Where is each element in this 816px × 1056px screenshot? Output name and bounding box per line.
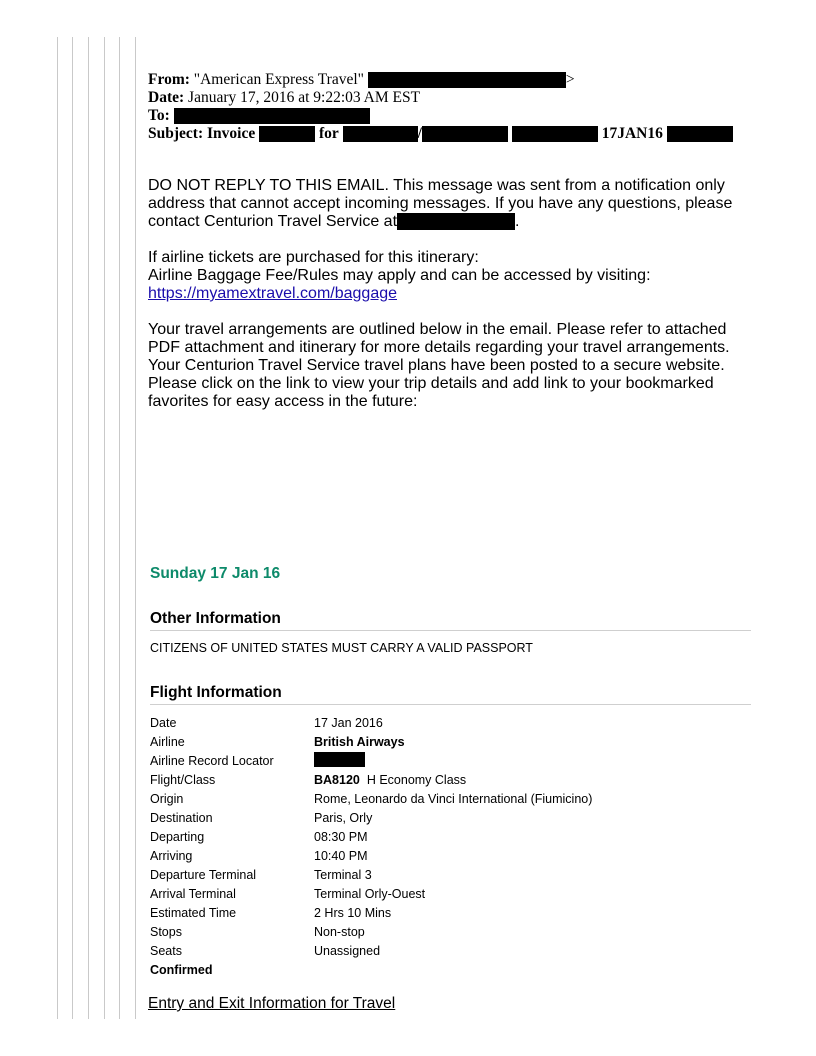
quote-bar	[72, 37, 73, 1019]
notice-end: .	[515, 213, 520, 230]
from-value: "American Express Travel"	[193, 71, 364, 88]
from-row	[148, 71, 733, 89]
flight-row-departing	[150, 828, 592, 847]
arrangements-text: Your travel arrangements are outlined below in the email. Please refer to attached PDF attachment and itinerary for more details regarding your travel arrangements. Your Centurion Travel Service travel plans have been posted to a secure website. Please click on the link to view your trip details and add link to your bookmarked favorites for easy access in the future:	[148, 321, 730, 410]
field-value: Rome, Leonardo da Vinci International (Fiumicino)	[314, 792, 593, 806]
subject-label: Subject: Invoice	[148, 125, 256, 142]
other-info-title: Other Information	[150, 610, 281, 627]
quote-bar	[57, 37, 58, 1019]
section-divider	[150, 704, 751, 705]
baggage-paragraph	[148, 249, 748, 303]
day-heading: Sunday 17 Jan 16	[150, 565, 281, 582]
redacted-block	[397, 213, 515, 230]
quote-bar	[119, 37, 120, 1019]
field-label: Departing	[150, 830, 205, 844]
flight-row-seats	[150, 942, 592, 961]
email-header	[148, 71, 733, 143]
field-value: Terminal 3	[314, 868, 372, 882]
field-label: Departure Terminal	[150, 868, 257, 882]
quote-bar	[135, 37, 136, 1019]
field-label: Arriving	[150, 849, 193, 863]
field-value: 08:30 PM	[314, 830, 368, 844]
date-value: January 17, 2016 at 9:22:03 AM EST	[188, 89, 421, 106]
flight-number: BA8120	[314, 773, 360, 787]
date-row	[148, 89, 733, 107]
flight-row-arriving	[150, 847, 592, 866]
baggage-line1: If airline tickets are purchased for this itinerary:	[148, 249, 479, 266]
flight-row-est-time	[150, 904, 592, 923]
flight-row-date	[150, 714, 592, 733]
field-value: Unassigned	[314, 944, 381, 958]
field-label: Estimated Time	[150, 906, 237, 920]
notice-paragraph	[148, 177, 744, 231]
section-divider	[150, 630, 751, 631]
field-value: British Airways	[314, 735, 405, 749]
flight-row-arr-terminal	[150, 885, 592, 904]
field-value: 10:40 PM	[314, 849, 368, 863]
redacted-block	[512, 126, 598, 142]
from-label: From:	[148, 71, 190, 88]
redacted-block	[667, 126, 733, 142]
date-label: Date:	[148, 89, 185, 106]
status-label: Confirmed	[150, 963, 213, 977]
from-suffix: >	[565, 71, 575, 88]
entry-exit-info-link[interactable]: Entry and Exit Information for Travel	[148, 995, 396, 1012]
field-value: Paris, Orly	[314, 811, 373, 825]
field-value: 17 Jan 2016	[314, 716, 383, 730]
field-label: Origin	[150, 792, 184, 806]
field-value: Terminal Orly-Ouest	[314, 887, 426, 901]
field-label: Date	[150, 716, 177, 730]
flight-row-dep-terminal	[150, 866, 592, 885]
arrangements-paragraph	[148, 321, 748, 411]
passport-notice: CITIZENS OF UNITED STATES MUST CARRY A VALID PASSPORT	[150, 641, 533, 655]
field-value: 2 Hrs 10 Mins	[314, 906, 392, 920]
flight-row-airline	[150, 733, 592, 752]
notice-text: DO NOT REPLY TO THIS EMAIL. This message was sent from a notification only address that cannot accept incoming messages. If you have any questions, please contact Centurion Travel Service at	[148, 177, 733, 230]
flight-row-stops	[150, 923, 592, 942]
to-label: To:	[148, 107, 170, 124]
field-label: Arrival Terminal	[150, 887, 236, 901]
subject-for: for	[318, 125, 339, 142]
baggage-link[interactable]: https://myamextravel.com/baggage	[148, 285, 398, 302]
subject-row	[148, 125, 733, 143]
quote-bar	[88, 37, 89, 1019]
flight-details	[150, 714, 592, 980]
field-label: Seats	[150, 944, 182, 958]
redacted-block	[422, 126, 508, 142]
to-row	[148, 107, 733, 125]
field-label: Stops	[150, 925, 182, 939]
flight-row-destination	[150, 809, 592, 828]
redacted-block	[343, 126, 418, 142]
field-label: Airline Record Locator	[150, 754, 274, 768]
redacted-block	[368, 72, 566, 88]
subject-date: 17JAN16	[601, 125, 663, 142]
flight-row-status	[150, 961, 592, 980]
flight-row-class	[150, 771, 592, 790]
flight-info-title: Flight Information	[150, 684, 282, 701]
redacted-block	[174, 108, 370, 124]
redacted-block	[314, 752, 365, 767]
flight-class: H Economy Class	[366, 773, 467, 787]
field-label: Destination	[150, 811, 213, 825]
field-label: Flight/Class	[150, 773, 216, 787]
field-label: Airline	[150, 735, 185, 749]
subject-slash: /	[417, 125, 422, 142]
quote-bar	[104, 37, 105, 1019]
flight-row-locator	[150, 752, 592, 771]
baggage-line2: Airline Baggage Fee/Rules may apply and can be accessed by visiting:	[148, 267, 651, 284]
flight-row-origin	[150, 790, 592, 809]
field-value: Non-stop	[314, 925, 365, 939]
redacted-block	[259, 126, 315, 142]
